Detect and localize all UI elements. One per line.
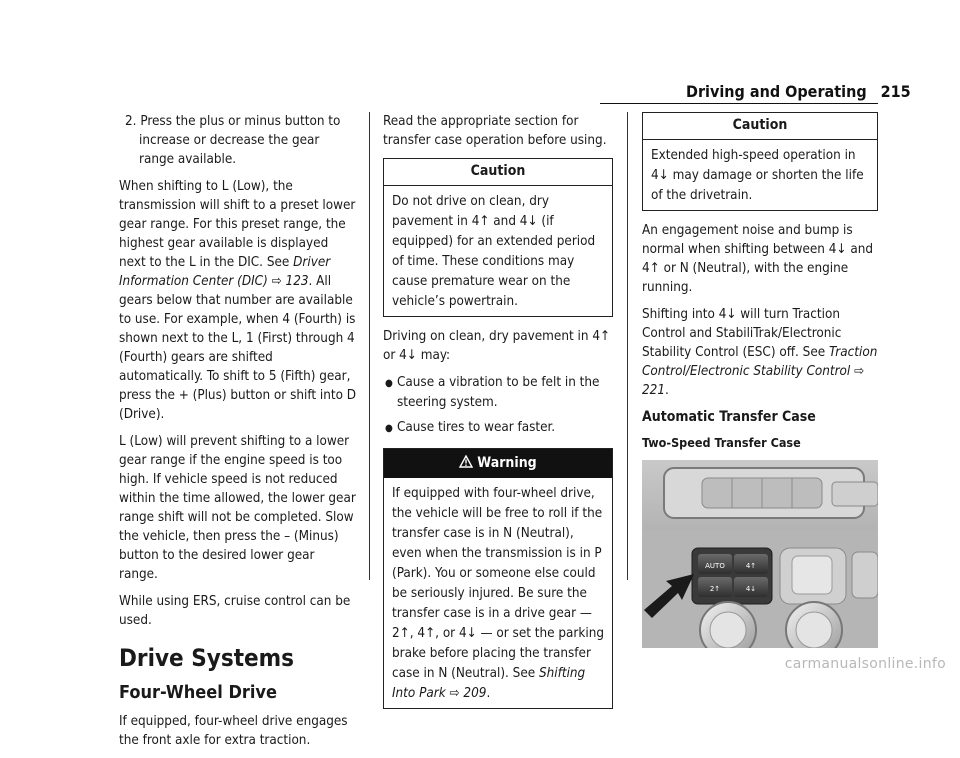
caution-box: [383, 158, 613, 317]
page-ref[interactable]: ⇨ 209: [449, 686, 487, 701]
transfer-case-photo: [642, 460, 878, 648]
heading-four-wheel-drive: Four-Wheel Drive: [119, 682, 277, 703]
paragraph-low-shift: When shifting to L (Low), the transmission will shift to a preset lower gear range. For this preset range, the highest gear available is displayed next to the L in the DIC. See Driver Information Center (DIC) ⇨ 123. All gears below that number are available to use. For example, when 4 (Fourth) is shown next to the L, 1 (First) through 4 (Fourth) gears are shifted automatically. To shift to 5 (Fifth) gear, press the + (Plus) button or shift into D (Drive).: [119, 179, 357, 422]
heading-two-speed-transfer-case: Two-Speed Transfer Case: [642, 435, 801, 450]
column-divider: [627, 112, 628, 580]
paragraph-4wd: If equipped, four-wheel drive engages the front axle for extra traction.: [119, 714, 348, 748]
column-divider: [369, 112, 370, 580]
warning-header: [384, 449, 612, 478]
column-2: [383, 112, 613, 719]
warning-triangle-icon: [459, 455, 473, 468]
page-ref[interactable]: ⇨ 221: [642, 364, 865, 398]
list-item: ● Cause tires to wear faster.: [383, 418, 613, 438]
caution-title: Caution: [643, 113, 877, 140]
link-dic[interactable]: Driver Information Center (DIC): [119, 255, 331, 289]
watermark: carmanualsonline.info: [784, 656, 946, 672]
warning-box: [383, 448, 613, 709]
auto-button-label: AUTO: [705, 562, 725, 570]
paragraph-intro: Read the appropriate section for transfer case operation before using.: [383, 114, 607, 148]
bullet-icon: ●: [385, 378, 393, 389]
column-1: [119, 112, 357, 758]
paragraph-shifting-4low: Shifting into 4↓ will turn Traction Control and StabiliTrak/Electronic Stability Control (ESC) off. See Traction Control/Electronic Stability Control ⇨ 221.: [642, 307, 878, 398]
link-traction-control[interactable]: Traction Control/Electronic Stability Control: [642, 345, 878, 379]
link-shifting-into-park[interactable]: Shifting Into Park: [392, 666, 586, 701]
list-item: ● Cause a vibration to be felt in the steering system.: [385, 375, 600, 410]
heading-drive-systems: Drive Systems: [119, 644, 295, 672]
caution-body: Do not drive on clean, dry pavement in 4↑ and 4↓ (if equipped) for an extended period of time. These conditions may cause premature wear on the vehicle’s powertrain.: [392, 194, 596, 309]
page-number: 215: [880, 82, 911, 101]
four-high-button-label: 4↑: [745, 562, 757, 570]
column-3: [642, 112, 878, 648]
two-high-button-label: 2↑: [709, 585, 721, 593]
section-title: Driving and Operating: [686, 82, 867, 101]
four-low-button-label: 4↓: [745, 585, 757, 593]
warning-title: Warning: [477, 455, 537, 471]
running-header: [686, 82, 911, 101]
page-ref[interactable]: ⇨ 123: [271, 274, 309, 289]
header-rule: [600, 103, 878, 104]
warning-body: If equipped with four-wheel drive, the vehicle will be free to roll if the transfer case is in N (Neutral), even when the transmission is in P (Park). You or someone else could be seriously injured. Be sure the transfer case is in a drive gear — 2↑, 4↑, or 4↓ — or set the parking brake before placing the transfer case in N (Neutral). See Shifting Into Park ⇨ 209.: [392, 486, 604, 701]
paragraph-engagement-noise: An engagement noise and bump is normal when shifting between 4↓ and 4↑ or N (Neutral), with the engine running.: [642, 223, 874, 295]
paragraph-low-prevent: L (Low) will prevent shifting to a lower gear range if the engine speed is too high. If vehicle speed is not reduced within the time allowed, the lower gear range shift will not be completed. Slow the vehicle, then press the – (Minus) button to the desired lower gear range.: [119, 434, 356, 582]
paragraph-ers: While using ERS, cruise control can be used.: [119, 594, 351, 628]
caution-box: [642, 112, 878, 211]
caution-body: Extended high-speed operation in 4↓ may damage or shorten the life of the drivetrain.: [651, 148, 864, 203]
caution-title: Caution: [384, 159, 612, 186]
bullet-icon: ●: [385, 423, 393, 434]
paragraph-dry-pavement: Driving on clean, dry pavement in 4↑ or 4↓ may:: [383, 329, 611, 363]
step-2: 2. Press the plus or minus button to increase or decrease the gear range available.: [125, 114, 341, 167]
heading-automatic-transfer-case: Automatic Transfer Case: [642, 409, 816, 425]
